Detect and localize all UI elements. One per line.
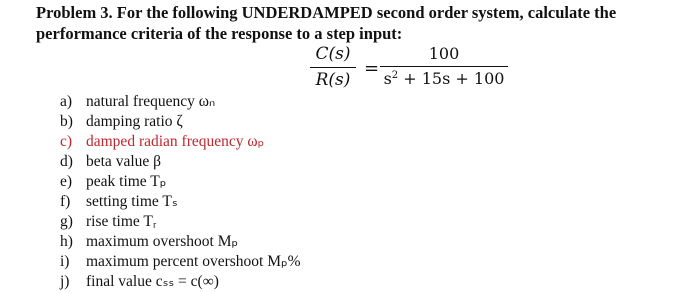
rhs-fraction [380,44,508,88]
criteria-item [60,132,301,152]
criteria-item-label: g) [60,213,73,230]
criteria-item-label: b) [60,113,73,130]
criteria-item-text: natural frequency ωₙ [86,93,216,110]
criteria-item-text: maximum overshoot Mₚ [86,233,239,250]
criteria-item-text: damping ratio ζ [86,113,183,130]
rhs-fraction-bar [380,66,508,67]
criteria-item-text: rise time Tᵣ [86,213,157,230]
criteria-item-label: c) [60,133,73,150]
lhs-fraction [310,44,356,90]
transfer-function-equation [310,44,510,94]
equals-sign: = [364,58,380,79]
criteria-item-label: j) [60,273,70,290]
criteria-item-label: h) [60,233,73,250]
lhs-denominator: R(s) [315,70,351,90]
criteria-item-label: a) [60,93,73,110]
criteria-item-text: damped radian frequency ωₚ [86,133,265,150]
problem-heading [36,2,686,44]
criteria-item-label: f) [60,193,71,210]
lhs-numerator: C(s) [315,44,351,64]
criteria-item-text: beta value β [86,153,162,170]
criteria-item [60,172,301,192]
criteria-item-text: final value cₛₛ = c(∞) [86,273,219,290]
rhs-den-variable: s [383,69,392,88]
criteria-item [60,92,301,112]
criteria-item [60,272,301,292]
rhs-den-exponent: 2 [391,70,399,81]
criteria-item-label: d) [60,153,73,170]
criteria-item [60,212,301,232]
criteria-item [60,192,301,212]
rhs-numerator: 100 [428,44,460,63]
heading-line-1: Problem 3. For the following UNDERDAMPED second order system, calculate the [36,3,617,22]
criteria-item [60,252,301,272]
criteria-item [60,152,301,172]
heading-line-2: performance criteria of the response to a step input: [36,24,403,43]
lhs-fraction-bar [310,67,356,68]
criteria-item-text: maximum percent overshoot Mₚ% [86,253,301,270]
rhs-den-rest: + 15s + 100 [398,69,505,88]
criteria-list [60,92,301,292]
criteria-item-label: e) [60,173,73,190]
criteria-item [60,112,301,132]
criteria-item [60,232,301,252]
criteria-item-text: setting time Tₛ [86,193,178,210]
criteria-item-text: peak time Tₚ [86,173,167,190]
criteria-item-label: i) [60,253,70,270]
rhs-denominator [384,69,505,88]
